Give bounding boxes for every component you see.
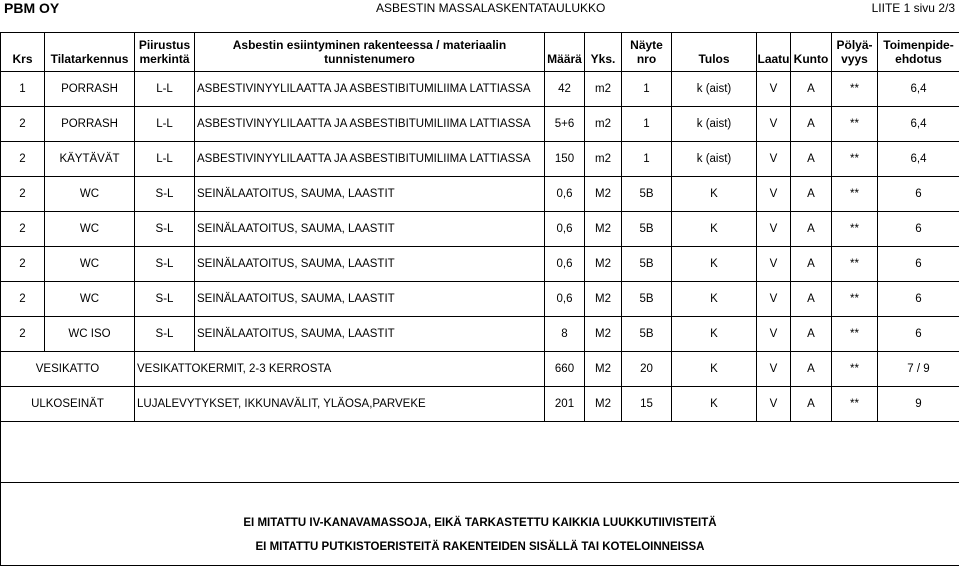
column-header-line1 bbox=[1, 38, 44, 52]
table-cell: ULKOSEINÄT bbox=[1, 387, 135, 422]
table-cell: ASBESTIVINYYLILAATTA JA ASBESTIBITUMILIIMA LATTIASSA bbox=[195, 142, 545, 177]
table-cell: k (aist) bbox=[672, 142, 757, 177]
table-cell: SEINÄLAATOITUS, SAUMA, LAASTIT bbox=[195, 247, 545, 282]
table-cell: M2 bbox=[585, 177, 622, 212]
table-cell: 1 bbox=[622, 107, 672, 142]
column-header bbox=[757, 33, 791, 72]
column-header bbox=[135, 33, 195, 72]
table-cell: 8 bbox=[545, 317, 585, 352]
table-cell: SEINÄLAATOITUS, SAUMA, LAASTIT bbox=[195, 282, 545, 317]
table-cell: 1 bbox=[1, 72, 45, 107]
table-cell: M2 bbox=[585, 212, 622, 247]
column-header-line1 bbox=[45, 38, 134, 52]
table-cell: K bbox=[672, 282, 757, 317]
table-cell: 6,4 bbox=[878, 107, 959, 142]
column-header-line2: Krs bbox=[12, 52, 33, 66]
table-row bbox=[1, 107, 959, 142]
column-header bbox=[672, 33, 757, 72]
table-cell: WC bbox=[45, 282, 135, 317]
table-cell: M2 bbox=[585, 387, 622, 422]
column-header bbox=[45, 33, 135, 72]
table-cell: A bbox=[791, 282, 832, 317]
table-cell: SEINÄLAATOITUS, SAUMA, LAASTIT bbox=[195, 177, 545, 212]
table-cell: ** bbox=[832, 352, 878, 387]
column-header-line2: merkintä bbox=[139, 52, 190, 66]
table-row bbox=[1, 142, 959, 177]
table-cell: A bbox=[791, 387, 832, 422]
column-header-line1 bbox=[545, 38, 584, 52]
table-cell: KÄYTÄVÄT bbox=[45, 142, 135, 177]
table-cell: 5B bbox=[622, 212, 672, 247]
table-row bbox=[1, 282, 959, 317]
table-cell: ** bbox=[832, 72, 878, 107]
column-header bbox=[832, 33, 878, 72]
table-cell: k (aist) bbox=[672, 72, 757, 107]
table-cell: 5+6 bbox=[545, 107, 585, 142]
table-cell: ** bbox=[832, 247, 878, 282]
column-header-line1: Toimenpide- bbox=[883, 38, 954, 52]
table-cell: S-L bbox=[135, 212, 195, 247]
table-cell: K bbox=[672, 212, 757, 247]
table-cell: 9 bbox=[878, 387, 959, 422]
table-cell: 20 bbox=[622, 352, 672, 387]
note-text: EI MITATTU PUTKISTOERISTEITÄ RAKENTEIDEN SISÄLLÄ TAI KOTELOINNEISSA bbox=[1, 529, 959, 566]
page-info: LIITE 1 sivu 2/3 bbox=[871, 1, 955, 15]
table-cell: A bbox=[791, 352, 832, 387]
table-cell: 2 bbox=[1, 177, 45, 212]
table-row bbox=[1, 177, 959, 212]
column-header bbox=[791, 33, 832, 72]
table-cell: V bbox=[757, 352, 791, 387]
table-cell: A bbox=[791, 142, 832, 177]
table-row bbox=[1, 317, 959, 352]
column-header-line2: vyys bbox=[841, 52, 868, 66]
table-cell: ** bbox=[832, 387, 878, 422]
table-cell: 2 bbox=[1, 317, 45, 352]
table-row bbox=[1, 212, 959, 247]
table-cell: 0,6 bbox=[545, 247, 585, 282]
table-cell: k (aist) bbox=[672, 107, 757, 142]
column-header-line2: Yks. bbox=[590, 52, 616, 66]
note-row bbox=[1, 483, 959, 530]
table-cell: L-L bbox=[135, 142, 195, 177]
document-header bbox=[0, 0, 959, 16]
table-cell: LUJALEVYTYKSET, IKKUNAVÄLIT, YLÄOSA,PARVEKE bbox=[135, 387, 545, 422]
table-cell: 6,4 bbox=[878, 72, 959, 107]
table-cell: V bbox=[757, 72, 791, 107]
table-cell: 2 bbox=[1, 247, 45, 282]
table-cell: 5B bbox=[622, 177, 672, 212]
column-header-line1: Pölyä- bbox=[836, 38, 873, 52]
column-header bbox=[545, 33, 585, 72]
table-cell: ** bbox=[832, 282, 878, 317]
table-cell: SEINÄLAATOITUS, SAUMA, LAASTIT bbox=[195, 317, 545, 352]
table-cell: 6 bbox=[878, 317, 959, 352]
table-cell: K bbox=[672, 352, 757, 387]
table-cell: S-L bbox=[135, 282, 195, 317]
table-cell: m2 bbox=[585, 107, 622, 142]
table-cell: WC bbox=[45, 177, 135, 212]
table-cell bbox=[1, 422, 959, 483]
asbestos-table bbox=[0, 32, 959, 566]
table-cell: S-L bbox=[135, 317, 195, 352]
table-row bbox=[1, 352, 959, 387]
table-cell: 2 bbox=[1, 142, 45, 177]
table-cell: K bbox=[672, 387, 757, 422]
table-row bbox=[1, 247, 959, 282]
table-cell: ** bbox=[832, 317, 878, 352]
note-row bbox=[1, 529, 959, 566]
table-cell: S-L bbox=[135, 177, 195, 212]
table-cell: 201 bbox=[545, 387, 585, 422]
table-cell: m2 bbox=[585, 142, 622, 177]
table-cell: ** bbox=[832, 107, 878, 142]
column-header-line1 bbox=[757, 38, 790, 52]
company-name: PBM OY bbox=[4, 0, 60, 16]
table-cell: PORRASH bbox=[45, 72, 135, 107]
table-cell: A bbox=[791, 177, 832, 212]
column-header bbox=[622, 33, 672, 72]
table-cell: A bbox=[791, 107, 832, 142]
table-cell: K bbox=[672, 177, 757, 212]
table-cell: 0,6 bbox=[545, 212, 585, 247]
table-cell: 2 bbox=[1, 107, 45, 142]
table-cell: V bbox=[757, 387, 791, 422]
column-header bbox=[195, 33, 545, 72]
table-cell: L-L bbox=[135, 72, 195, 107]
table-cell: A bbox=[791, 212, 832, 247]
table-cell: 150 bbox=[545, 142, 585, 177]
table-cell: PORRASH bbox=[45, 107, 135, 142]
table-cell: V bbox=[757, 317, 791, 352]
table-cell: V bbox=[757, 142, 791, 177]
table-cell: 660 bbox=[545, 352, 585, 387]
column-header-line1 bbox=[672, 38, 756, 52]
table-cell: 6 bbox=[878, 212, 959, 247]
table-cell: ** bbox=[832, 212, 878, 247]
table-cell: L-L bbox=[135, 107, 195, 142]
column-header-line2: Laatu bbox=[757, 52, 790, 66]
table-cell: 5B bbox=[622, 247, 672, 282]
table-cell: K bbox=[672, 317, 757, 352]
table-row bbox=[1, 72, 959, 107]
table-cell: 2 bbox=[1, 282, 45, 317]
table-cell: WC bbox=[45, 247, 135, 282]
column-header-line1: Näyte bbox=[630, 38, 663, 52]
column-header bbox=[585, 33, 622, 72]
table-cell: 6,4 bbox=[878, 142, 959, 177]
table-cell: S-L bbox=[135, 247, 195, 282]
table-cell: m2 bbox=[585, 72, 622, 107]
table-cell: 2 bbox=[1, 212, 45, 247]
table-row bbox=[1, 387, 959, 422]
column-header-line1 bbox=[585, 38, 621, 52]
table-cell: SEINÄLAATOITUS, SAUMA, LAASTIT bbox=[195, 212, 545, 247]
table-row-blank bbox=[1, 422, 959, 483]
table-cell: 7 / 9 bbox=[878, 352, 959, 387]
column-header-line2: ehdotus bbox=[895, 52, 942, 66]
table-cell: V bbox=[757, 247, 791, 282]
table-cell: WC bbox=[45, 212, 135, 247]
table-cell: VESIKATTO bbox=[1, 352, 135, 387]
column-header-line2: tunnistenumero bbox=[324, 52, 415, 66]
table-cell: M2 bbox=[585, 317, 622, 352]
column-header-line1: Piirustus bbox=[138, 38, 191, 52]
table-cell: VESIKATTOKERMIT, 2-3 KERROSTA bbox=[135, 352, 545, 387]
table-cell: A bbox=[791, 317, 832, 352]
table-cell: A bbox=[791, 247, 832, 282]
table-cell: 6 bbox=[878, 247, 959, 282]
column-header-line1: Asbestin esiintyminen rakenteessa / materiaalin bbox=[232, 38, 507, 52]
table-cell: ASBESTIVINYYLILAATTA JA ASBESTIBITUMILIIMA LATTIASSA bbox=[195, 72, 545, 107]
column-header-line2: Määrä bbox=[547, 52, 582, 66]
table-cell: 1 bbox=[622, 142, 672, 177]
note-text: EI MITATTU IV-KANAVAMASSOJA, EIKÄ TARKASTETTU KAIKKIA LUUKKUTIIVISTEITÄ bbox=[1, 483, 959, 530]
table-cell: M2 bbox=[585, 282, 622, 317]
table-cell: V bbox=[757, 212, 791, 247]
table-cell: 6 bbox=[878, 177, 959, 212]
table-cell: ** bbox=[832, 177, 878, 212]
column-header-line1 bbox=[791, 38, 831, 52]
table-cell: 5B bbox=[622, 282, 672, 317]
table-cell: M2 bbox=[585, 247, 622, 282]
table-cell: V bbox=[757, 177, 791, 212]
table-header-row bbox=[1, 33, 959, 72]
table-cell: 5B bbox=[622, 317, 672, 352]
table-cell: A bbox=[791, 72, 832, 107]
table-cell: ASBESTIVINYYLILAATTA JA ASBESTIBITUMILIIMA LATTIASSA bbox=[195, 107, 545, 142]
table-cell: ** bbox=[832, 142, 878, 177]
document-title: ASBESTIN MASSALASKENTATAULUKKO bbox=[376, 1, 606, 15]
table-cell: 0,6 bbox=[545, 282, 585, 317]
table-cell: 0,6 bbox=[545, 177, 585, 212]
table-cell: V bbox=[757, 282, 791, 317]
table-cell: 6 bbox=[878, 282, 959, 317]
column-header bbox=[1, 33, 45, 72]
column-header-line2: nro bbox=[636, 52, 657, 66]
column-header-line2: Tilatarkennus bbox=[50, 52, 129, 66]
table-cell: 15 bbox=[622, 387, 672, 422]
column-header bbox=[878, 33, 959, 72]
table-cell: M2 bbox=[585, 352, 622, 387]
table-cell: K bbox=[672, 247, 757, 282]
table-cell: 42 bbox=[545, 72, 585, 107]
column-header-line2: Kunto bbox=[793, 52, 829, 66]
table-cell: V bbox=[757, 107, 791, 142]
table-cell: 1 bbox=[622, 72, 672, 107]
column-header-line2: Tulos bbox=[698, 52, 730, 66]
table-cell: WC ISO bbox=[45, 317, 135, 352]
